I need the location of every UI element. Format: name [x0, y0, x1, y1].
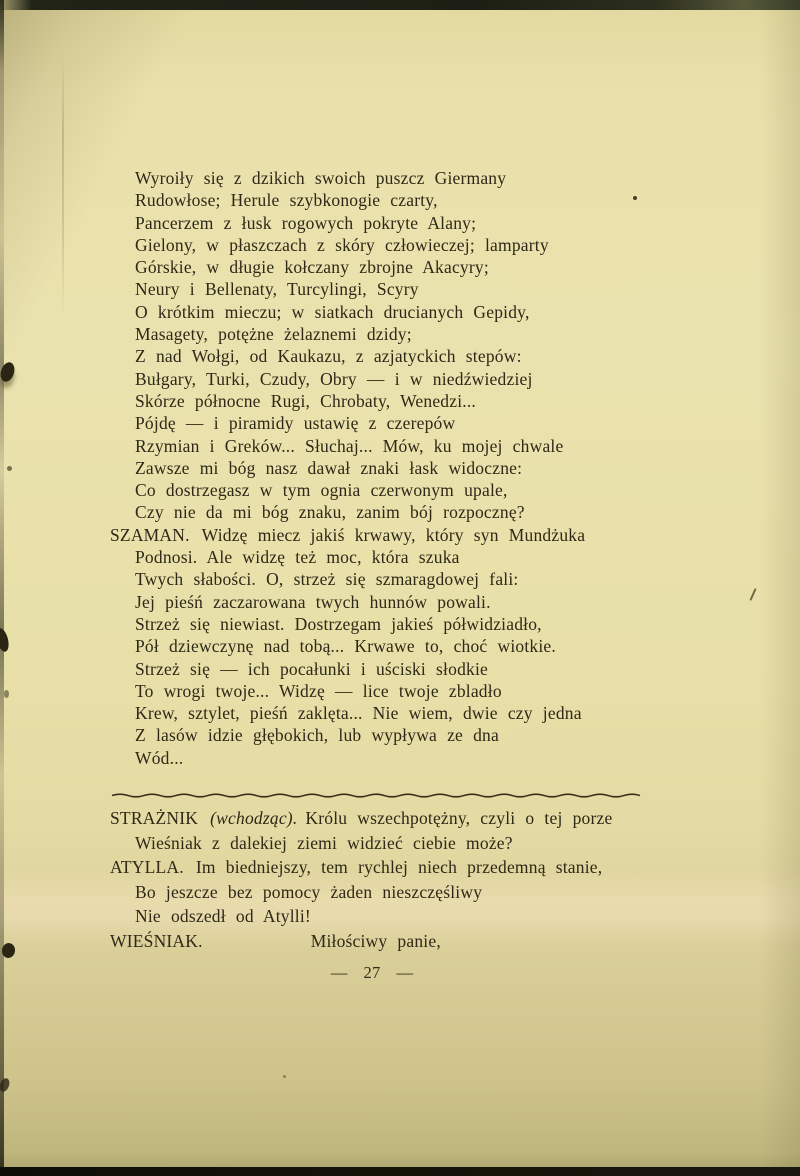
verse-line: O krótkim mieczu; w siatkach drucianych Gepidy,	[135, 301, 530, 322]
verse-line: Z nad Wołgi, od Kaukazu, z azjatyckich stepów:	[135, 346, 522, 367]
verse-line: Krew, sztylet, pieśń zaklęta... Nie wiem, dwie czy jedna	[135, 703, 582, 724]
verse-line: Zawsze mi bóg nasz dawał znaki łask widoczne:	[135, 457, 523, 478]
verse-line: Im biedniejszy, tem rychlej niech przedemną stanie,	[195, 857, 603, 878]
stage-direction: (wchodząc).	[210, 808, 298, 829]
page-text-column	[110, 167, 658, 983]
verse-line-with-speaker	[110, 929, 658, 954]
verse-line: Wód...	[135, 747, 184, 768]
speaker-name: ATYLLA.	[110, 857, 184, 878]
verse-line-with-speaker	[110, 524, 658, 546]
page-number: 27	[363, 963, 381, 983]
verse-line-with-speaker	[110, 855, 658, 880]
scan-edge-left	[0, 0, 4, 1176]
verse-line: Twych słabości. O, strzeż się szmaragdowej fali:	[135, 569, 519, 590]
verse-line: Miłościwy panie,	[310, 930, 441, 951]
binding-mark	[7, 466, 12, 471]
verse-line: Masagety, potężne żelaznemi dzidy;	[135, 324, 412, 345]
verse-line: Pójdę — i piramidy ustawię z czerepów	[135, 413, 456, 434]
verse-line-with-speaker	[110, 806, 658, 831]
verse-line: Pół dziewczynę nad tobą... Krwawe to, choć wiotkie.	[135, 636, 556, 657]
verse-line: Wyroiły się z dzikich swoich puszcz Giermany	[135, 168, 507, 188]
scan-edge-top	[0, 0, 800, 10]
verse-line: Pancerzem z łusk rogowych pokryte Alany;	[135, 212, 477, 233]
speaker-name: WIEŚNIAK.	[110, 930, 203, 951]
verse-line: Co dostrzegasz w tym ognia czerwonym upale,	[135, 480, 508, 501]
binding-mark	[4, 690, 9, 698]
verse-line: Z lasów idzie głębokich, lub wypływa ze dna	[135, 725, 499, 746]
binding-mark	[1, 942, 16, 959]
verse-line: Górskie, w długie kołczany zbrojne Akacyry;	[135, 257, 489, 278]
verse-line: Rzymian i Greków... Słuchaj... Mów, ku mojej chwale	[135, 435, 564, 456]
dialogue-block	[110, 806, 658, 953]
verse-line: Bo jeszcze bez pomocy żaden nieszczęśliwy	[135, 881, 483, 902]
verse-line: Gielony, w płaszczach z skóry człowieczej; lamparty	[135, 234, 549, 255]
scan-edge-bottom	[0, 1167, 800, 1176]
verse-line: Podnosi. Ale widzę też moc, która szuka	[135, 547, 460, 568]
paper-speck	[749, 588, 756, 601]
verse-line: Bułgary, Turki, Czudy, Obry — i w niedźwiedziej	[135, 368, 533, 389]
verse-line: Neury i Bellenaty, Turcylingi, Scyry	[135, 279, 419, 300]
verse-line: Widzę miecz jakiś krwawy, który syn Mundżuka	[201, 524, 586, 545]
footer-dash: —	[396, 963, 414, 983]
verse-line: To wrogi twoje... Widzę — lice twoje zbladło	[135, 680, 502, 701]
verse-line: Strzeż się niewiast. Dostrzegam jakieś półwidziadło,	[135, 613, 542, 634]
page-footer	[98, 963, 646, 983]
speaker-name: SZAMAN.	[110, 524, 190, 545]
footer-dash: —	[330, 963, 348, 983]
section-divider	[110, 783, 658, 791]
verse-line: Rudowłose; Herule szybkonogie czarty,	[135, 190, 438, 211]
verse-line: Czy nie da mi bóg znaku, zanim bój rozpocznę?	[135, 502, 525, 523]
speaker-name: STRAŻNIK	[110, 808, 199, 829]
verse-line: Królu wszechpotężny, czyli o tej porze	[305, 808, 613, 829]
verse-line: Strzeż się — ich pocałunki i uściski słodkie	[135, 658, 489, 679]
binding-mark	[0, 1077, 11, 1093]
paper-crease	[62, 55, 64, 315]
paper-speck	[283, 1075, 286, 1078]
verse-line: Wieśniak z dalekiej ziemi widzieć ciebie może?	[135, 832, 513, 853]
verse-line: Nie odszedł od Atylli!	[135, 906, 311, 927]
verse-line: Skórze północne Rugi, Chrobaty, Wenedzi...	[135, 390, 477, 411]
verse-line: Jej pieśń zaczarowana twych hunnów powali.	[135, 591, 491, 612]
binding-mark	[0, 627, 11, 653]
